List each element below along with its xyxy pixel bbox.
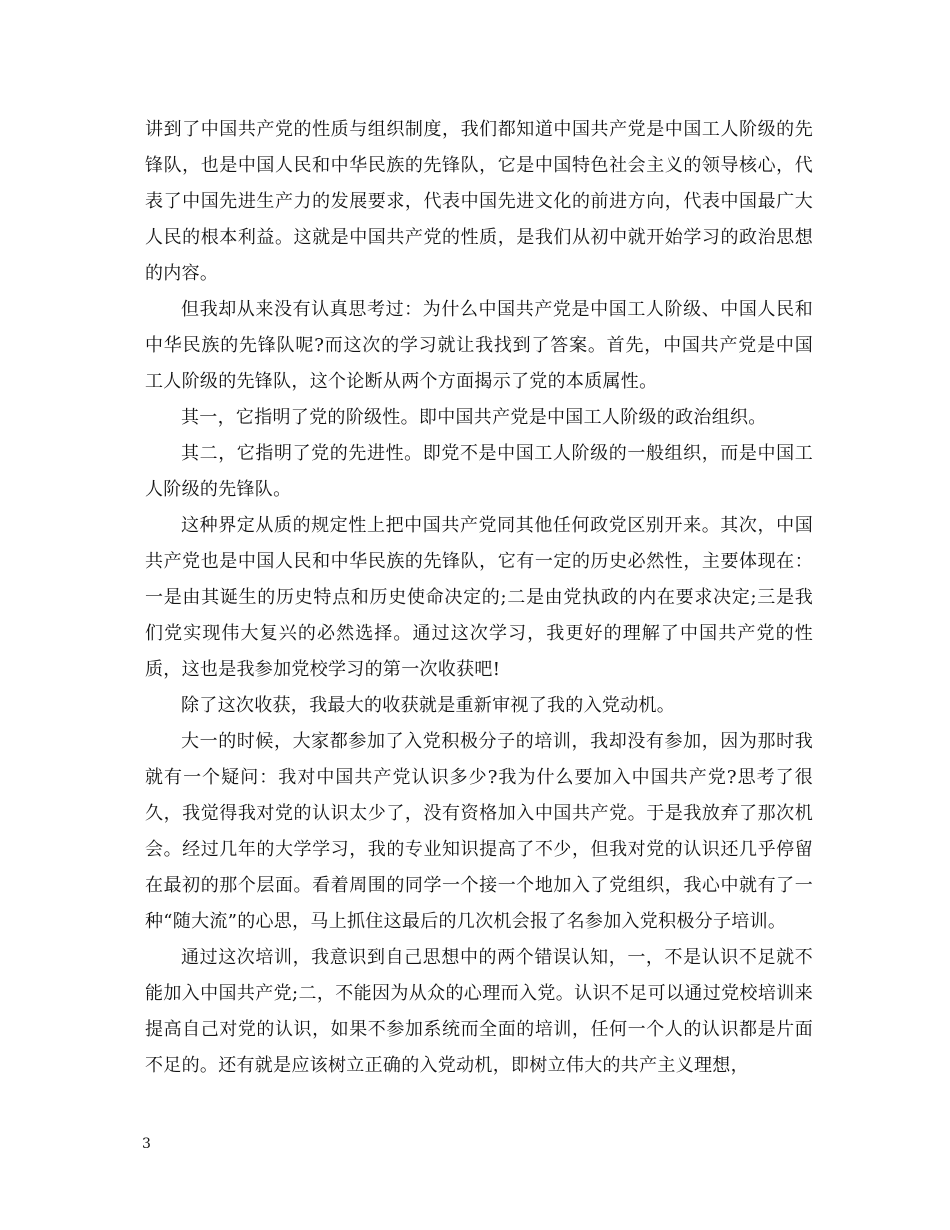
paragraph-7: 大一的时候，大家都参加了入党积极分子的培训，我却没有参加，因为那时我就有一个疑问：我对中国共产党认识多少?我为什么要加入中国共产党?思考了很久，我觉得我对党的认识太少了，没有资格加入中国共产党。于是我放弃了那次机会。经过几年的大学学习，我的专业知识提高了不少，但我对党的认识还几乎停留在最初的那个层面。看着周围的同学一个接一个地加入了党组织，我心中就有了一种“随大流”的心思，马上抓住这最后的几次机会报了名参加入党积极分子培训。 bbox=[145, 731, 813, 932]
paragraph-5: 这种界定从质的规定性上把中国共产党同其他任何政党区别开来。其次，中国共产党也是中国人民和中华民族的先锋队，它有一定的历史必然性，主要体现在：一是由其诞生的历史特点和历史使命决定的;二是由党执政的内在要求决定;三是我们党实现伟大复兴的必然选择。通过这次学习，我更好的理解了中国共产党的性质，这也是我参加党校学习的第一次收获吧! bbox=[145, 515, 813, 680]
paragraph-8: 通过这次培训，我意识到自己思想中的两个错误认知，一，不是认识不足就不能加入中国共产党;二，不能因为从众的心理而入党。认识不足可以通过党校培训来提高自己对党的认识，如果不参加系统而全面的培训，任何一个人的认识都是片面不足的。还有就是应该树立正确的入党动机，即树立伟大的共产主义理想， bbox=[145, 947, 813, 1076]
paragraph-1: 讲到了中国共产党的性质与组织制度，我们都知道中国共产党是中国工人阶级的先锋队，也是中国人民和中华民族的先锋队，它是中国特色社会主义的领导核心，代表了中国先进生产力的发展要求，代表中国先进文化的前进方向，代表中国最广大人民的根本利益。这就是中国共产党的性质，是我们从初中就开始学习的政治思想的内容。 bbox=[145, 119, 813, 284]
paragraph-3: 其一，它指明了党的阶级性。即中国共产党是中国工人阶级的政治组织。 bbox=[181, 407, 767, 428]
paragraph-4: 其二，它指明了党的先进性。即党不是中国工人阶级的一般组织，而是中国工人阶级的先锋队。 bbox=[145, 443, 813, 500]
paragraph-6: 除了这次收获，我最大的收获就是重新审视了我的入党动机。 bbox=[181, 695, 676, 716]
document-body bbox=[145, 112, 813, 1084]
paragraph-2: 但我却从来没有认真思考过：为什么中国共产党是中国工人阶级、中国人民和中华民族的先锋队呢?而这次的学习就让我找到了答案。首先，中国共产党是中国工人阶级的先锋队，这个论断从两个方面揭示了党的本质属性。 bbox=[145, 299, 813, 392]
page-number: 3 bbox=[142, 1136, 151, 1152]
